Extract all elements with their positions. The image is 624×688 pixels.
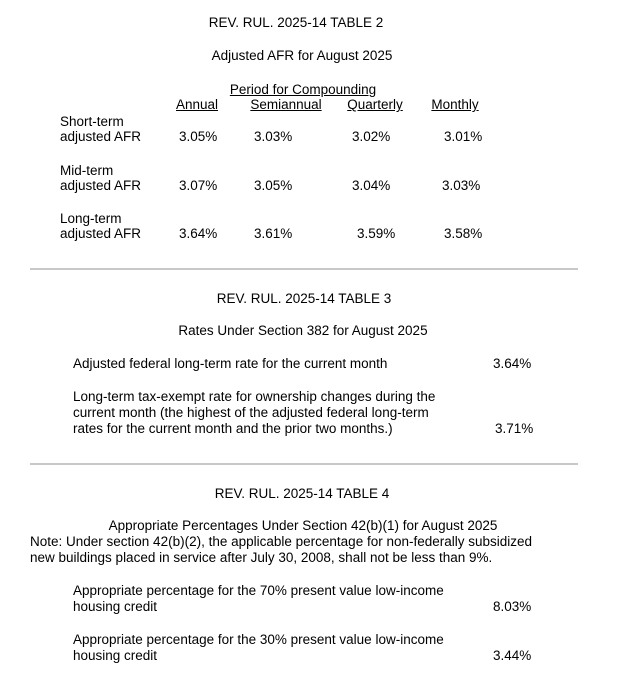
- rate-value: 3.64%: [493, 356, 532, 371]
- rate-value: 3.44%: [493, 648, 532, 663]
- rate-cell: 3.05%: [254, 178, 293, 193]
- rate-cell: 3.03%: [254, 129, 293, 144]
- item-text-line: Adjusted federal long-term rate for the current month: [73, 356, 388, 371]
- row-label-line2: adjusted AFR: [60, 129, 142, 144]
- row-label-line1: Short-term: [60, 114, 124, 129]
- period-for-compounding-header: Period for Compounding: [229, 82, 377, 97]
- rate-value: 3.71%: [495, 421, 534, 436]
- column-header-annual: Annual: [175, 97, 219, 112]
- section-divider: [30, 268, 578, 270]
- item-text-line: housing credit: [73, 648, 158, 663]
- table3-subtitle: Rates Under Section 382 for August 2025: [178, 323, 428, 338]
- table4-title: REV. RUL. 2025-14 TABLE 4: [214, 486, 390, 501]
- note-line: Note: Under section 42(b)(2), the applicable percentage for non-federally subsidized: [30, 534, 533, 549]
- table4-subtitle: Appropriate Percentages Under Section 42(b)(1) for August 2025: [108, 518, 498, 533]
- section-divider: [30, 463, 578, 465]
- item-text-line: rates for the current month and the prior two months.): [73, 421, 393, 436]
- row-label-line2: adjusted AFR: [60, 178, 142, 193]
- column-header-semiannual: Semiannual: [250, 97, 322, 112]
- column-header-monthly: Monthly: [431, 97, 479, 112]
- table2-title: REV. RUL. 2025-14 TABLE 2: [208, 15, 384, 30]
- note-line: new buildings placed in service after July 30, 2008, shall not be less than 9%.: [30, 550, 493, 565]
- item-text-line: Long-term tax-exempt rate for ownership changes during the: [73, 389, 436, 404]
- row-label-line1: Mid-term: [60, 163, 114, 178]
- rate-value: 8.03%: [493, 599, 532, 614]
- rate-cell: 3.01%: [444, 129, 483, 144]
- rate-cell: 3.03%: [442, 178, 481, 193]
- item-text-line: current month (the highest of the adjusted federal long-term: [73, 405, 429, 420]
- row-label-line2: adjusted AFR: [60, 226, 142, 241]
- rate-cell: 3.59%: [357, 226, 396, 241]
- rate-cell: 3.64%: [179, 226, 218, 241]
- rate-cell: 3.58%: [444, 226, 483, 241]
- rate-cell: 3.04%: [352, 178, 391, 193]
- row-label-line1: Long-term: [60, 211, 122, 226]
- column-header-quarterly: Quarterly: [347, 97, 403, 112]
- table3-title: REV. RUL. 2025-14 TABLE 3: [216, 291, 392, 306]
- item-text-line: Appropriate percentage for the 30% present value low-income: [73, 632, 444, 647]
- rate-cell: 3.07%: [179, 178, 218, 193]
- table2-subtitle: Adjusted AFR for August 2025: [211, 48, 393, 63]
- rate-cell: 3.02%: [352, 129, 391, 144]
- rate-cell: 3.05%: [179, 129, 218, 144]
- item-text-line: Appropriate percentage for the 70% present value low-income: [73, 583, 444, 598]
- rate-cell: 3.61%: [254, 226, 293, 241]
- item-text-line: housing credit: [73, 599, 158, 614]
